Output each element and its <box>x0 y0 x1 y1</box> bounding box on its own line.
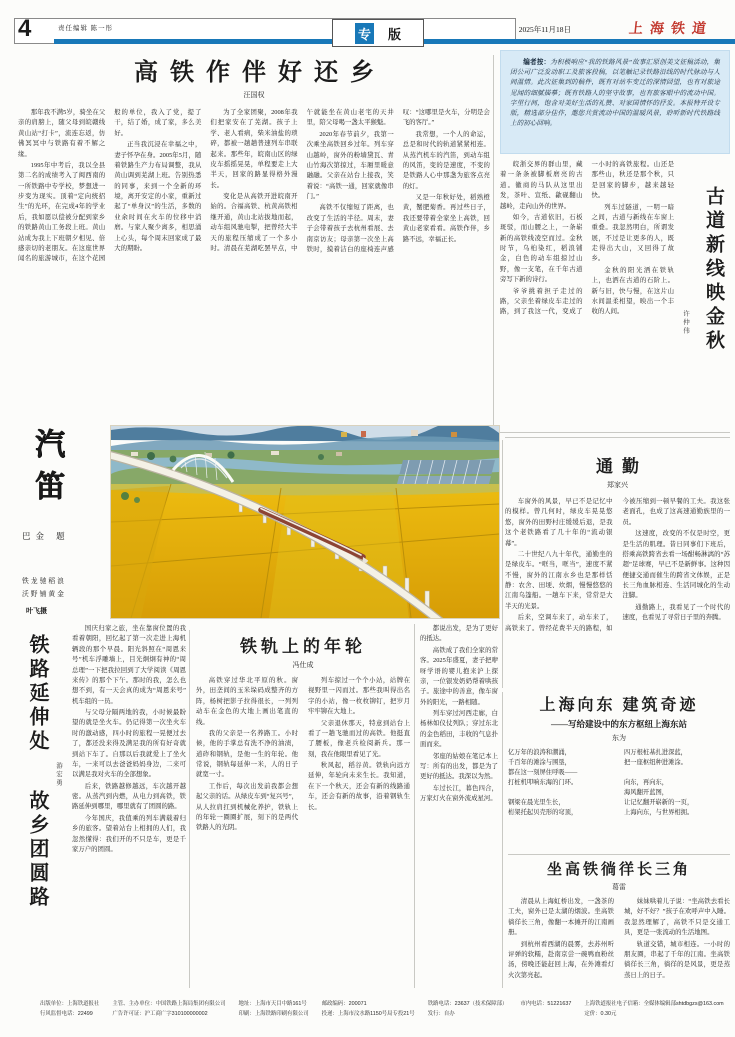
article-tiegui-title: 铁轨上的年轮 <box>240 637 366 656</box>
poem-line: 亿万年的浪涛和潮涌， <box>508 749 571 756</box>
article-shanghai-title: 上海向东 建筑奇迹 <box>539 697 699 714</box>
article-shanghai-author: 东为 <box>612 734 626 742</box>
article-zuogaotie-title: 坐高铁徜徉长三角 <box>546 862 691 878</box>
footer-line2: 发行：自办 <box>427 1010 455 1017</box>
divider-horizontal <box>508 854 730 855</box>
date-line: 2025年11月18日 <box>518 25 571 34</box>
article-gaotie-title: 高铁作伴好还乡 <box>134 60 386 86</box>
footer-column <box>520 1000 571 1019</box>
paragraph: 车窗外的风景，早已不是记忆中的模样。曾几何时，绿皮车晃晃悠悠，窗外的田野村庄缓缓后退，是我这个老铁路看了几十年的“流动银幕”。 <box>505 498 613 547</box>
railway-photo-svg <box>111 426 499 618</box>
paragraph: 父亲退休那天，特意到站台上看了一趟飞驰而过的高铁。他挺直了腰板，像老兵检阅新兵。那一刻，我在他眼里看见了光。 <box>308 719 410 758</box>
article-tielu <box>18 624 186 990</box>
paragraph: 今年国庆，我值乘的列车满载着归乡的旅客。望着站台上相拥的人们，我忽然懂得：我们开的不只是车，更是千家万户的团圆。 <box>72 814 186 853</box>
paragraph: 通勤路上，我看见了一个时代的速度，也看见了寻常日子里的奔腾。 <box>622 603 730 622</box>
paragraph: 邻座的姑娘在笔记本上写：所有的出发，都是为了更好的抵达。我深以为然。 <box>420 752 498 781</box>
divider-vertical <box>189 630 190 988</box>
paragraph: 秋风起，稻谷黄。铁轨向远方延伸，年轮向未来生长。我知道，在下一个秋天，还会有新的线路通车，还会有新的故事，沿着钢轨生长。 <box>308 762 410 811</box>
footer-column <box>40 1000 99 1019</box>
editor-note-text <box>510 58 720 130</box>
paragraph: 国庆归家之旅，坐在靠窗位置的我看着朝阳，回忆起了第一次走进上海机辆段的那个早晨。阳光斜照在“周恩来号”机车浮雕墙上，目光炯炯有神的“周总理”一下把我拉回到了大学阅读《周恩来传》的那个下午。那时的我，怎么也想不到，有一天会真的成为“周恩来号”机车组的一员。 <box>72 625 186 705</box>
footer-line2: 广告许可证：沪工商广字310100000002 <box>112 1010 208 1017</box>
calligraphy-qidi: 汽笛 <box>30 428 63 512</box>
article-gaotie-author: 汪国权 <box>243 91 265 99</box>
page-header <box>14 15 721 44</box>
photo-credit: 叶飞摄 <box>26 607 47 615</box>
article-tongqin-author: 郑家兴 <box>607 481 628 489</box>
poem-line: 桁架托起贝壳形的穹顶， <box>508 809 578 817</box>
poem-line: 向东，再向东， <box>624 779 669 787</box>
footer-column <box>239 1000 309 1019</box>
footer-colophon <box>40 1000 724 1019</box>
divider-vertical <box>502 692 503 988</box>
paragraph: 爷爷挑着担子走过的路，父亲坐着绿皮车走过的路，到了我这一代，变成了一小时的高铁旅程。山还是那些山，秋还是那个秋，只是回家的脚步，越来越轻快。 <box>500 161 674 316</box>
article-tongqin-title: 通勤 <box>596 457 648 476</box>
article-tiegui-body <box>196 676 410 976</box>
paragraph: 列车掠过一个个小站，站牌在视野里一闪而过。那些我叫得出名字的小站，像一枚枚铆钉，把岁月牢牢铆在大地上。 <box>308 677 410 716</box>
footer-line1: 主管、主办单位：中国铁路上海局集团有限公司 <box>112 1001 226 1007</box>
article-shanghai-body <box>508 748 730 860</box>
paragraph: 正当我沉浸在幸福之中，妻子怀孕在身。2005年5月，随着铁路生产力布局调整，我从黄山调到芜湖上班。告别热悉的同事，来到一个全新的环境，离开安定的小家，重新过起了“单身汉”的生活，多数的业余时间在火车的位移中消磨。与家人聚少离多，相思涌上心头，每个周末回家成了最大的期盼。 <box>114 141 202 252</box>
paragraph: 妹妹哄着儿子说：“坐高铁去看长城，好不好？”孩子在欢呼声中入睡。我忽然理解了，高铁不只是交通工具，更是一张流动的生活地图。 <box>624 898 730 937</box>
footer-line1: 铁路电话：23637（技术保障部） <box>427 1001 508 1007</box>
footer-line2: 行风监督电话：22499 <box>40 1010 93 1017</box>
article-tiegui-author: 冯仕成 <box>292 661 314 669</box>
footer-line2: 投递：上海市汶水路1150号局专投21号 <box>321 1010 415 1017</box>
page-number: 4 <box>18 15 32 42</box>
section-label-left: 专 <box>355 23 374 44</box>
article-zuogaotie-body <box>508 897 730 993</box>
article-zuogaotie <box>508 858 730 993</box>
paragraph: 皖浙交界的群山里，藏着一条条被脚板磨亮的古道。徽商的马队从这里出发，茶叶、宣纸、歙砚翻山越岭，走向山外的世界。 <box>500 161 583 210</box>
footer-column <box>584 1000 723 1019</box>
masthead: 上海铁道 <box>628 22 714 37</box>
photo-caption <box>22 576 66 602</box>
paragraph: 都说出发，是为了更好的抵达。 <box>420 625 498 643</box>
article-zuogaotie-author: 葛雷 <box>612 883 626 891</box>
editor-note-label: 编者按： <box>523 59 551 66</box>
paragraph: 到杭州看西湖的晨雾，去苏州听评弹的软糯，赴南京尝一碗鸭血粉丝汤，傍晚还能赶回上海，在外滩看灯火次第亮起。 <box>508 940 614 979</box>
divider-vertical <box>502 440 503 688</box>
article-shanghai <box>508 692 730 860</box>
paragraph: 列车穿过河西走廊，白杨林如仪仗列队；穿过东北的金色稻田，丰收的气息扑面而来。 <box>420 710 498 749</box>
paragraph: 那年我不满5岁，骑坐在父亲的肩膀上，随父母到皖赣线黄山站“打卡”，流连忘返，仿佛冥冥中与铁路有着不解之缘。 <box>18 109 106 158</box>
railway-photo <box>110 425 500 619</box>
editor-note-body: 为积极响应“我的铁路风景”故事汇原创美文征稿活动，集团公司广泛发动职工及旅客投稿，以笔触记录铁路沿线的时代脉动与人间温情。此次征集到的稿件，既有对站车变迁的深情回望，也有对旅途见闻的细腻描摹；既有铁路人的坚守故事，也有旅客眼中的流动中国。字里行间，饱含对美好生活的礼赞、对家国情怀的抒发。本报特开设专版，精选部分佳作，邀您共赏流动中国的温暖风景，聆听新时代铁路线上的初心回响。 <box>510 59 720 128</box>
editor-label: 责任编辑 陈一彤 <box>58 25 114 32</box>
article-tongqin-body <box>505 497 730 673</box>
photo-caption-line1: 铁龙驰稻浪 <box>22 578 66 585</box>
paragraph: 又是一年秋好处，稻熟橙黄，蟹肥菊香。再过些日子，我还要带着全家坐上高铁，回黄山老家看看。高铁作伴，乡路不远，幸福正长。 <box>402 194 490 243</box>
poem-line: 让记忆翻开崭新的一页， <box>624 799 694 807</box>
article-tongqin <box>505 437 730 673</box>
article-gudao-body <box>500 160 674 428</box>
footer-line1: 上海铁道报社电子信箱：全媒体编辑部shtdbgzs@163.com <box>584 1001 724 1007</box>
footer-line1: 地址：上海市天目中路161号 <box>238 1001 307 1007</box>
poem-line: 千百年的滩涂与围垦， <box>508 759 571 767</box>
article-tielu-titleblock <box>18 634 64 934</box>
paragraph: 我的父亲是一名养路工。小时候，他的手掌总有洗不净的油渍，道砟和钢轨，是他一生的年轮。他常说，钢轨每延伸一米，人的日子就宽一寸。 <box>196 729 298 779</box>
poem-line: 四万根桩基扎进深蓝， <box>624 749 687 756</box>
paragraph: 车过长江，暮色四合，万家灯火在窗外流成星河。 <box>420 784 498 802</box>
footer-line2: 印刷：上海铁路印刷有限公司 <box>238 1010 309 1017</box>
poem-line: 钢梁在晨光里生长， <box>508 799 565 807</box>
article-tielu-body <box>72 624 186 990</box>
article-tielu-title-line1: 铁路延伸处 <box>26 634 48 754</box>
paragraph: 高铁不仅缩短了距离，也改变了生活的半径。周末，妻子会带着孩子去杭州看展、去南京访友；母亲第一次坐上高铁时，摸着洁白的座椅连声感叹：“这哪里是火车，分明是会飞的客厅。” <box>306 109 490 253</box>
footer-column <box>112 1000 225 1019</box>
paragraph: 列车过隧道，一明一暗之间，古道与新线在车窗上重叠。我忽然明白，所谓发展，不过是让更多的人，既走得出大山，又回得了故乡。 <box>591 203 674 263</box>
divider-horizontal <box>500 432 730 433</box>
editor-note <box>500 50 730 154</box>
divider-horizontal <box>505 437 730 438</box>
paragraph: 工作后，每次出发前我都会想起父亲的话。从绿皮车到“复兴号”，从人拉肩扛到机械化养护，铁轨上的年轮一圈圈扩展，刻下的是两代铁路人的光阴。 <box>196 782 298 832</box>
paragraph: 高铁成了我们全家的常客。2025年盛夏，妻子把咿呀学语的婴儿抱来沪上探亲，一位银发奶奶帮着哄孩子。旅途中的善意，像车窗外的阳光，一路相随。 <box>420 646 498 706</box>
paragraph: 二十世纪八九十年代，通勤坐的是绿皮车。“哐当，哐当”，速度不紧不慢，窗外的江南水乡也是那样恬静：农舍、田埂、炊烟，慢慢悠悠的江南乌篷船。一趟车下来，常常是大半天的光景。 <box>505 550 613 610</box>
article-gudao-author: 许仲伟 <box>682 310 689 336</box>
footer-column <box>322 1000 415 1019</box>
article-gudao <box>500 160 730 428</box>
article-gaotie <box>18 52 490 426</box>
poem-line <box>508 788 614 798</box>
poem-line: 都在这一刻屏住呼吸—— <box>508 769 578 777</box>
article-shanghai-subtitle: ——写给建设中的东方枢纽上海东站 <box>550 719 687 729</box>
article-tielu-title-line2: 故乡团圆路 <box>26 790 48 910</box>
article-gudao-titleblock <box>674 160 730 428</box>
photo-caption-line2: 沃野铺黄金 <box>22 590 66 598</box>
poem-line: 把一座枢纽种进滩涂。 <box>624 759 687 767</box>
article-gudao-title: 古道新线映金秋 <box>703 186 724 354</box>
photo-side-panel <box>18 428 104 620</box>
paragraph: 高铁穿过华北平原的秋。窗外，田垄间的玉米垛码成整齐的方阵，杨树把影子拉得很长，一列列动车在金色的大地上画出笔直的线。 <box>196 677 298 726</box>
paragraph: 2020年春节前夕，我第一次乘坐高铁回乡过年。列车穿山越岭，窗外的粉墙黛瓦、青山竹海次第掠过，车厢里暖意融融。父亲在站台上接我，笑着说：“高铁一通，回家就像串门。” <box>306 130 394 200</box>
paragraph: 金秋的阳光洒在铁轨上，也洒在古道的石阶上。新与旧，快与慢，在这片山水间温柔相望，映出一个丰收的人间。 <box>591 266 674 316</box>
poem-line: 打桩机叩响东海的门环。 <box>508 779 578 787</box>
paragraph: 为了全家团聚，2008年我们把家安在了芜湖。孩子上学、老人看病，柴米油盐的琐碎，都被一趟趟普速列车串联起来。那些年，皖南山区的绿皮车摇摇晃晃，单程要走上大半天，回家的路显得格外漫长。 <box>210 109 298 189</box>
footer-line1: 市内电话：51221637 <box>520 1001 572 1007</box>
paragraph: 我常想，一个人的命运，总是和时代的轨道紧紧相连。从蒸汽机车的汽笛，到动车组的风笛，变的是速度，不变的是铁路人心中那盏为旅客点亮的灯。 <box>402 130 490 190</box>
article-tiegui <box>196 632 410 976</box>
paragraph: 变化是从高铁开进皖南开始的。合福高铁、杭黄高铁相继开通，黄山北站拔地而起，动车组风驰电掣，把曾经大半天的旅程压缩成了一个多小时。清晨在芜湖吃罢早点，中午就能坐在黄山老宅的天井里，陪父母喝一盏太平猴魁。 <box>210 109 394 252</box>
article-tielu-author: 游宏勇 <box>55 762 62 788</box>
footer-line1: 出版单位：上海铁道报社 <box>40 1001 100 1007</box>
divider-vertical <box>493 55 494 427</box>
calligraphy-credit: 巴金 题 <box>22 531 70 541</box>
paragraph: 与父母分隔两地的我，小时候最盼望的就是坐火车。仍记得第一次坐火车时的激动感，四小时的旅程一晃便过去了，都还没来得及满足我的所有好奇就到站下车了。自那以后我就爱上了坐火车，一来可以去爸爸妈妈身边，二来可以满足我对火车的全部想象。 <box>72 709 186 779</box>
footer-line1: 邮政编码：200071 <box>321 1001 367 1007</box>
poem-line <box>624 768 730 778</box>
section-label-right: 版 <box>388 26 402 42</box>
paragraph: 清晨从上海虹桥出发，一盏茶的工夫，窗外已是太湖的烟波。坐高铁徜徉长三角，像翻一本摊开的江南画册。 <box>508 898 614 937</box>
paragraph: 后来，铁路越修越远，车次越开越密。从蒸汽到内燃，从电力到高铁，铁路延伸到哪里，哪里就有了团圆的路。 <box>72 782 186 811</box>
paragraph: 如今，古道依旧，石板斑驳，而山腰之上，一条崭新的高铁线凌空而过。金秋时节，乌桕染红，稻浪铺金，白色的动车组掠过山野，像一支笔，在千年古道旁写下新的诗行。 <box>500 213 583 284</box>
paragraph: 后来，空调车来了，动车来了，高铁来了。曾经花费半天的路程，如今被压缩到一顿早餐的工夫。我这张老面孔，也成了这高速通勤族里的一员。 <box>505 498 730 632</box>
poem-line: 上海向东，与世界相拥。 <box>624 809 694 817</box>
divider-vertical <box>414 624 415 988</box>
article-gaotie-body <box>18 108 490 426</box>
section-banner <box>332 19 424 47</box>
continuation-column <box>420 624 498 990</box>
footer-line2: 定价：0.30元 <box>584 1010 617 1017</box>
paragraph: 1995年中考后，我以全县第二名的成绩考入了闽西南的一所铁路中专学校，梦想进一步变为现实。顶着“定向统招生”的光环，在完成4年的学业后，我如愿以偿被分配到家乡的铁路黄山工务段上班。黄山站成为我上下班朝夕相见、倍感亲切的老朋友。在这座世界闻名的旅游城市，在这个花园般的单位，我入了党，提了干，结了婚，成了家，多么美好。 <box>18 109 202 263</box>
paragraph: 这速度，改变的不仅是时空，更是生活的肌理。昔日同事们下班后，搭乘高铁跨省去看一场酣畅淋漓的“苏超”足球赛，早已不是新鲜事。这种因便捷交通而催生的跨省文体娱，正是长三角血脉相连、生活同城化的生动注脚。 <box>622 530 730 600</box>
paragraph: 轨道交错，城市相连。一小时的朋友圈，串起了千年的江南。坐高铁徜徉长三角，徜徉的是风景，更是蒸蒸日上的日子。 <box>624 940 730 979</box>
poem-line: 海风翻开蓝图， <box>624 789 669 797</box>
footer-column <box>428 1000 508 1019</box>
